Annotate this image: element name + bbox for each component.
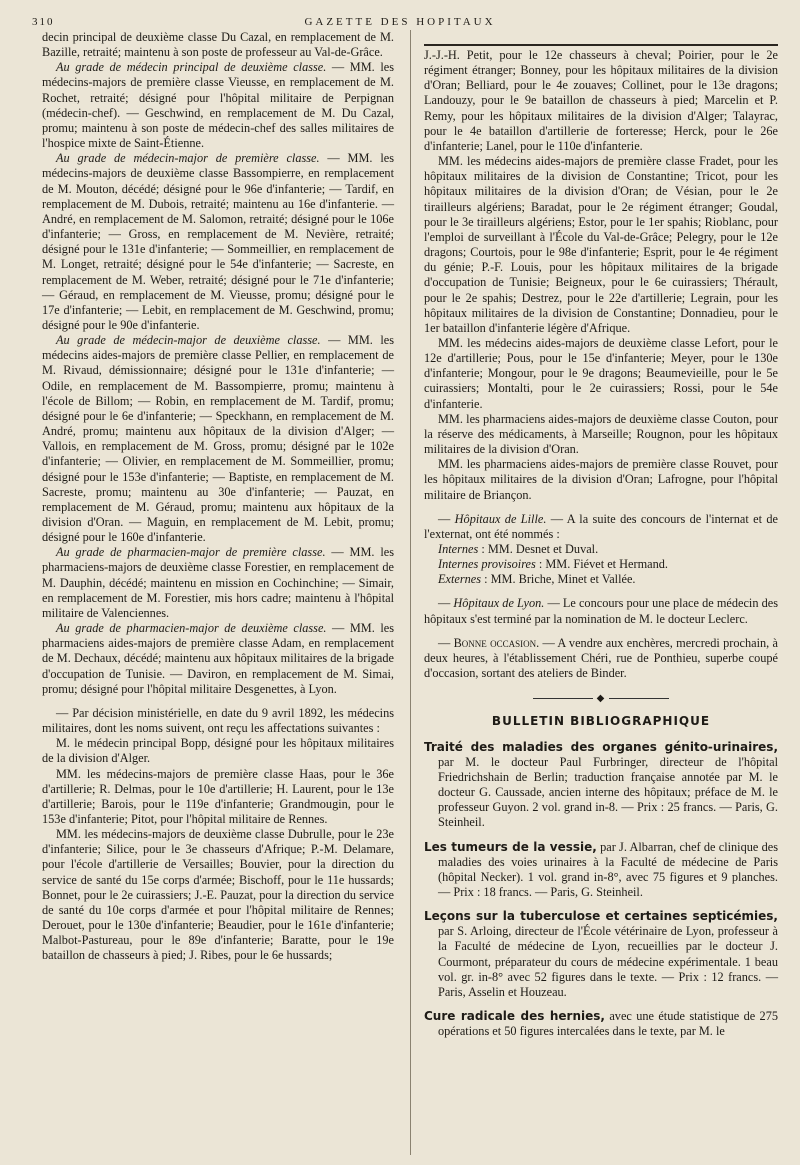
rank-heading: Au grade de pharmacien-major de deuxième classe. — [56, 621, 327, 636]
news-heading: Hôpitaux de Lille. — [454, 511, 547, 526]
paragraph: MM. les médecins aides-majors de première classe Fradet, pour les hôpitaux militaires de la division de Constantine; Tricot, pour les hôpitaux militaires de la division d'Oran; de Vésian, pour le 2e tirailleurs algériens; Baradat, pour le 2e régiment étranger; Goudal, pour le 3e tirailleurs algériens; Estor, pour le 1er spahis; Rioblanc, pour l'emploi de surveillant à l'École du Val-de-Grâce; Pelegry, pour le 12e dragons; Courtois, pour le 98e d'infanterie; Esprit, pour le 4e régiment du génie; P.-F. Louis, pour les hôpitaux militaires de la brigade d'occupation de Tunisie; Beigneux, pour le 6e cuirassiers; Thérault, pour le 2e spahis; Destrez, pour le 22e d'artillerie; Legrain, pour les hôpitaux militaires de la division de Constantine; Donnadieu, pour le 1er bataillon d'infanterie légère d'Afrique. — [424, 154, 778, 335]
news-text: — A la suite des concours de l'internat et de l'externat, ont été nommés : — [424, 511, 778, 541]
paragraph: — Par décision ministérielle, en date du 9 avril 1892, les médecins militaires, dont les noms suivent, ont reçu les affectations suivantes : — [42, 705, 394, 736]
rank-heading: Au grade de médecin principal de deuxième classe. — [56, 60, 327, 75]
book-text: par J. Albarran, chef de clinique des maladies des voies urinaires à la Faculté de médecine de Paris (hôpital Necker). 1 vol. grand in-8°, avec 75 figures et 9 planches. — Prix : 18 francs. — Paris, G. Steinheil. — [438, 839, 778, 899]
list-item — [424, 557, 778, 572]
paragraph: MM. les médecins aides-majors de deuxième classe Lefort, pour le 12e d'artillerie; Pous, pour le 15e d'infanterie; Meyer, pour le 130e d'infanterie; Mongour, pour le 9e dragons; Beaumevieille, pour le 5e cuirassiers; Montalti, pour le 2e cuirassiers; Rossi, pour le 54e d'infanterie. — [424, 335, 778, 411]
book-entry — [424, 740, 778, 831]
book-text: avec une étude statistique de 275 opérations et 50 figures intercalées dans le texte, par M. le — [438, 1009, 778, 1039]
list-label: Internes provisoires — [438, 557, 536, 572]
paragraph-text: — MM. les pharmaciens-majors de deuxième classe Forestier, en remplacement de M. Dauphin, décédé; maintenu en mission en Cochinchine; — Simair, en remplacement de M. Forestier, mis hors cadre; maintenu à l'hôpital militaire de Valenciennes. — [42, 545, 395, 620]
paragraph — [42, 60, 394, 151]
paragraph-text: — MM. les pharmaciens aides-majors de première classe Adam, en remplacement de M. Dechaux, décédé; maintenu aux hôpitaux militaires de la brigade d'occupation de Tunisie. — Daviron, en remplacement de M. Simai, promu; désigné pour l'hôpital militaire Desgenettes, à Lyon. — [42, 621, 395, 696]
list-text: : MM. Fiévet et Hermand. — [535, 557, 668, 572]
paragraph: J.-J.-H. Petit, pour le 12e chasseurs à cheval; Poirier, pour le 2e régiment étranger; Bonney, pour les hôpitaux militaires de la division d'Oran; Belliard, pour le 4e zouaves; Collinet, pour le 13e dragons; Landouzy, pour le 9e bataillon de chasseurs à pied; Marcelin et P. Remy, pour les hôpitaux militaires de la division d'Alger; Talayrac, pour le 4e bataillon d'artillerie de forteresse; Herck, pour le 26e d'infanterie; Lanel, pour le 110e d'infanterie. — [424, 48, 778, 153]
news-item-bonne-occasion: — Bonne occasion. — A vendre aux enchères, mercredi prochain, à deux heures, à l'établissement Chéri, rue de Ponthieu, superbe coupé d'occasion, sortant des ateliers de Binder. — [424, 635, 778, 681]
book-entry — [424, 1009, 778, 1039]
book-title: Leçons sur la tuberculose et certaines septicémies, — [424, 909, 778, 924]
book-title: Traité des maladies des organes génito-urinaires, — [424, 739, 778, 754]
journal-title: GAZETTE DES HOPITAUX — [304, 16, 496, 28]
right-column-top-rule — [424, 44, 778, 46]
news-heading: Bonne occasion. — [453, 635, 540, 650]
rank-heading: Au grade de pharmacien-major de première classe. — [56, 545, 326, 560]
paragraph: MM. les pharmaciens aides-majors de deuxième classe Couton, pour la réserve des médicaments, à Marseille; Rougnon, pour les hôpitaux militaires de la division d'Oran. — [424, 411, 778, 457]
book-text: par M. le docteur Paul Furbringer, directeur de l'hôpital Friedrichshain de Berlin; traduction française annotée par M. le docteur G. Caussade, ancien interne des hôpitaux; préface de M. le professeur Guyon. 2 vol. grand in-8. — Prix : 25 francs. — Paris, G. Steinheil. — [438, 754, 778, 830]
paragraph — [42, 333, 394, 545]
list-label: Internes — [438, 542, 479, 556]
news-text: — Le concours pour une place de médecin des hôpitaux s'est terminé par la nomination de M. le docteur Leclerc. — [424, 596, 778, 626]
ornament-divider: ◆ — [424, 691, 778, 706]
column-divider — [410, 30, 411, 1155]
page-number: 310 — [32, 16, 55, 28]
rank-heading: Au grade de médecin-major de deuxième classe. — [56, 333, 321, 348]
paragraph: MM. les pharmaciens aides-majors de première classe Rouvet, pour les hôpitaux militaires de la division d'Oran; Lafrogne, pour l'hôpital militaire de Briançon. — [424, 457, 778, 502]
book-title: Cure radicale des hernies, — [424, 1009, 605, 1024]
book-entry — [424, 840, 778, 901]
paragraph: MM. les médecins-majors de première classe Haas, pour le 36e d'artillerie; R. Delmas, pour le 10e d'artillerie; H. Laurent, pour le 13e d'artillerie; Barois, pour le 119e d'infanterie; Grandmougin, pour le 153e d'infanterie; Pitot, pour l'hôpital militaire de Rennes. — [42, 766, 394, 826]
paragraph — [42, 621, 394, 697]
list-label: Externes — [438, 572, 482, 587]
paragraph-text: — MM. les médecins aides-majors de première classe Pellier, en remplacement de M. Rivaud, démissionnaire; désigné pour le 131e d'infanterie; — Odile, en remplacement de M. Bassompierre, promu; maintenu à l'école de Billom; — Robin, en remplacement de M. Tardif, promu; désigné pour le 6e d'infanterie; — Speckhann, en remplacement de M. André, promu; maintenu aux hôpitaux de la division d'Alger; — Vallois, en remplacement de M. Gross, promu; désigné par le 102e d'infanterie; — Olivier, en remplacement de M. Sommeillier, promu; désigné pour le 153e d'infanterie; — Baptiste, en remplacement de M. Sacreste, promu; maintenu au 30e d'infanterie; — Pauzat, en remplacement de M. Géraud, promu; maintenu aux hôpitaux de la division d'Oran. — Maguin, en remplacement de M. Lebit, promu; désigné pour le 160e d'infanterie. — [42, 333, 395, 545]
right-column — [424, 48, 778, 1039]
news-heading: Hôpitaux de Lyon. — [453, 596, 545, 611]
book-text: par S. Arloing, directeur de l'École vétérinaire de Lyon, professeur à la Faculté de médecine de Lyon, recueillies par le docteur J. Courmont, préparateur du cours de médecine expérimentale. 1 beau vol. gr. in-8° avec 52 figures dans le texte. — Prix : 12 francs. — Paris, Asselin et Houzeau. — [438, 924, 778, 999]
news-text: — A vendre aux enchères, mercredi prochain, à deux heures, à l'établissement Chéri, rue de Ponthieu, superbe coupé d'occasion, sortant des ateliers de Binder. — [424, 635, 778, 681]
paragraph: MM. les médecins-majors de deuxième classe Dubrulle, pour le 23e d'infanterie; Silice, pour le 3e chasseurs d'Afrique; P.-M. Delamare, pour l'école d'artillerie de Versailles; Bouvier, pour la direction du service de santé du 15e corps d'armée; Bischoff, pour le 11e hussards; Bonnet, pour le 2e cuirassiers; J.-E. Pauzat, pour la direction du service de santé du 10e corps d'armée et pour l'hôpital militaire de Rennes; Derouet, pour le 130e d'infanterie; Beaudier, pour le 161e d'infanterie; Malbot-Pastureau, pour le 89e d'infanterie; Baratte, pour le 19e bataillon de chasseurs à pied; J. Ribes, pour le 6e hussards; — [42, 827, 394, 963]
paragraph-text: — MM. les médecins-majors de première classe Vieusse, en remplacement de M. Rochet, retraité; désigné pour l'hôpital militaire de Perpignan (médecin-chef). — Geschwind, en remplacement de M. Du Cazal, promu; maintenu à son poste de médecin-chef des salles militaires de l'hospice mixte de Saint-Étienne. — [42, 60, 395, 151]
book-title: Les tumeurs de la vessie, — [424, 839, 597, 854]
list-item — [424, 542, 778, 557]
news-item-lille: — Hôpitaux de Lille. — A la suite des concours de l'internat et de l'externat, ont été nommés : — [424, 511, 778, 541]
paragraph — [42, 151, 394, 333]
book-entry — [424, 909, 778, 1000]
paragraph: decin principal de deuxième classe Du Cazal, en remplacement de M. Bazille, retraité; maintenu à son poste de professeur au Val-de-Grâce. — [42, 30, 394, 60]
paragraph-text: — MM. les médecins-majors de deuxième classe Bassompierre, en remplacement de M. Mouton, décédé; désigné pour le 96e d'infanterie; — Tardif, en remplacement de M. Dubois, retraité; maintenu au 16e d'infanterie. — André, en remplacement de M. Salomon, retraité; désigné pour le 106e d'infanterie; — Gross, en remplacement de M. Nevière, retraité; désigné pour le 131e d'infanterie; — Sommeillier, en remplacement de M. Longet, retraité; désigné pour le 54e d'infanterie; — Sacreste, en remplacement de M. Weber, retraité; désigné pour le 71e d'infanterie; — Géraud, en remplacement de M. Vieusse, promu; désigné pour le 17e d'infanterie; — Lebit, en remplacement de M. Geschwind, promu; désigné pour le 90e d'infanterie. — [42, 151, 394, 332]
list-text: : MM. Desnet et Duval. — [478, 542, 599, 556]
rank-heading: Au grade de médecin-major de première classe. — [56, 151, 320, 166]
list-item — [424, 572, 778, 587]
paragraph — [42, 545, 394, 621]
paragraph: M. le médecin principal Bopp, désigné pour les hôpitaux militaires de la division d'Alger. — [42, 736, 394, 766]
list-text: : MM. Briche, Minet et Vallée. — [481, 572, 636, 587]
left-column — [42, 30, 394, 964]
page-header — [22, 6, 778, 28]
nomination-list — [424, 542, 778, 587]
section-title: BULLETIN BIBLIOGRAPHIQUE — [491, 714, 711, 729]
news-item-lyon: — Hôpitaux de Lyon. — Le concours pour une place de médecin des hôpitaux s'est terminé par la nomination de M. le docteur Leclerc. — [424, 596, 778, 626]
